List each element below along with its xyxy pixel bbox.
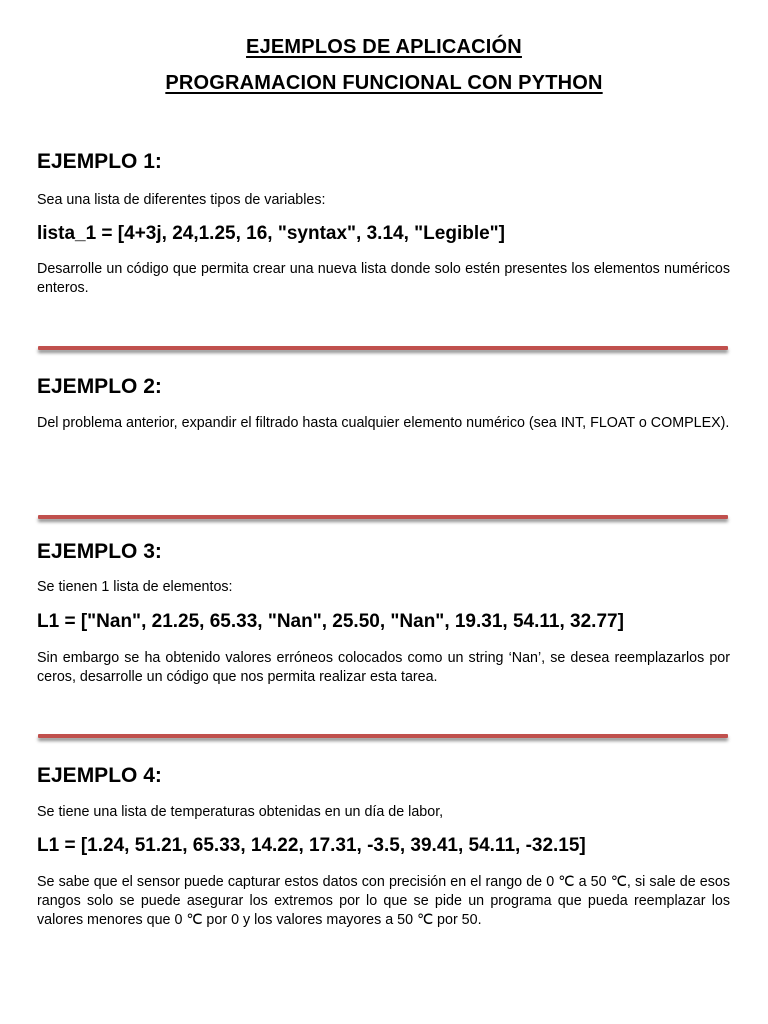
ejemplo-1-code: lista_1 = [4+3j, 24,1.25, 16, "syntax", 3.14, "Legible"] xyxy=(37,223,506,244)
ejemplo-4-description: Se sabe que el sensor puede capturar estos datos con precisión en el rango de 0 ℃ a 50 ℃, si sale de esos rangos solo se puede asegurar los extremos por lo que se pide un programa que pueda reemplazar los valores menores que 0 ℃ por 0 y los valores mayores a 50 ℃ por 50. xyxy=(37,874,730,928)
ejemplo-2-heading: EJEMPLO 2: xyxy=(37,375,162,398)
ejemplo-4-heading: EJEMPLO 4: xyxy=(37,764,162,787)
ejemplo-4-code: L1 = [1.24, 51.21, 65.33, 14.22, 17.31, -3.5, 39.41, 54.11, -32.15] xyxy=(37,835,586,856)
section-divider xyxy=(38,734,728,738)
ejemplo-3-intro: Se tienen 1 lista de elementos: xyxy=(37,579,233,595)
ejemplo-2-description: Del problema anterior, expandir el filtrado hasta cualquier elemento numérico (sea INT, FLOAT o COMPLEX). xyxy=(37,415,730,431)
ejemplo-3-code: L1 = ["Nan", 21.25, 65.33, "Nan", 25.50, "Nan", 19.31, 54.11, 32.77] xyxy=(37,611,624,632)
document-subtitle: PROGRAMACION FUNCIONAL CON PYTHON xyxy=(165,72,603,94)
section-divider xyxy=(38,346,728,350)
ejemplo-3-heading: EJEMPLO 3: xyxy=(37,540,162,563)
ejemplo-3-description: Sin embargo se ha obtenido valores erróneos colocados como un string ‘Nan’, se desea reemplazarlos por ceros, desarrolle un código que nos permita realizar esta tarea. xyxy=(37,650,730,685)
ejemplo-1-heading: EJEMPLO 1: xyxy=(37,150,162,173)
document-title: EJEMPLOS DE APLICACIÓN xyxy=(246,36,522,58)
ejemplo-4-intro: Se tiene una lista de temperaturas obtenidas en un día de labor, xyxy=(37,804,444,820)
ejemplo-1-intro: Sea una lista de diferentes tipos de variables: xyxy=(37,192,326,208)
ejemplo-1-description: Desarrolle un código que permita crear una nueva lista donde solo estén presentes los elementos numéricos enteros. xyxy=(37,261,730,296)
section-divider xyxy=(38,515,728,519)
